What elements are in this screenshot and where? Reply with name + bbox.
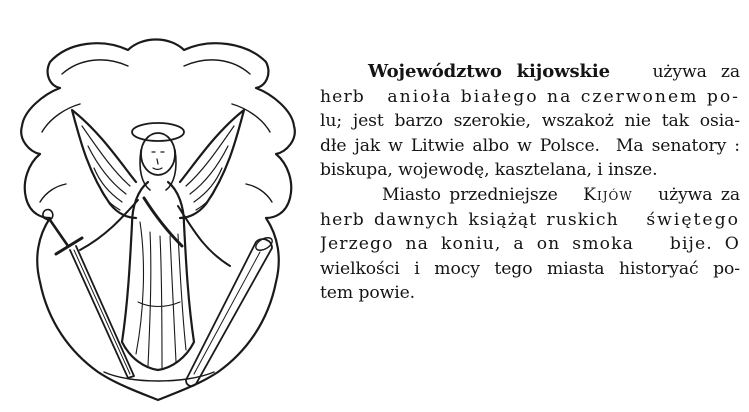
para2-line3-b: bije. O: [669, 234, 740, 255]
sword: [43, 210, 134, 378]
angel-robe: [122, 182, 194, 370]
para2-line2: [320, 208, 740, 233]
angel-head: [141, 133, 175, 175]
para1-line3-text: lu; jest barzo szerokie, wszakoż nie tak osia-: [320, 111, 740, 132]
para2-line4-text: wielkości i mocy tego miasta historyać po-: [320, 258, 740, 279]
para2-line1-b: używa za: [658, 184, 740, 205]
para1-line4: [320, 134, 740, 159]
para1-line2: [320, 85, 740, 110]
para2-line5: [320, 281, 740, 306]
para1-line5-text: biskupa, wojewodę, kasztelana, i insze.: [320, 160, 658, 181]
para2-line3: [320, 232, 740, 257]
halo: [132, 123, 184, 141]
para1-line1-tail: używa za: [652, 62, 740, 82]
para2-line3-a: Jerzego na koniu, a on smoka: [320, 234, 634, 255]
para1-line5: [320, 158, 740, 183]
para1-line2-a: herb: [320, 86, 365, 107]
para2-line5-text: tem powie.: [320, 283, 416, 304]
coat-of-arms-angel-illustration: [10, 22, 302, 404]
city-name: Kijów: [583, 184, 633, 205]
right-wing: [180, 110, 244, 218]
left-arm: [80, 200, 138, 250]
para1-line2-b: anioła białego na czerwonem po-: [387, 86, 740, 107]
para2-line1: [320, 183, 740, 208]
para2-line1-a: Miasto przedniejsze: [382, 184, 558, 205]
heading: Województwo kijowskie: [368, 61, 611, 82]
para1-line4-text: dłe jak w Litwie albo w Polsce. Ma senatory :: [320, 135, 740, 156]
para1-line1: [320, 60, 740, 85]
left-wing: [72, 110, 136, 218]
para2-line2-b: świętego: [646, 209, 740, 230]
para1-line3: [320, 109, 740, 134]
text-block: [320, 60, 740, 306]
para2-line2-a: herb dawnych książąt ruskich: [320, 209, 619, 230]
para2-line4: [320, 257, 740, 282]
